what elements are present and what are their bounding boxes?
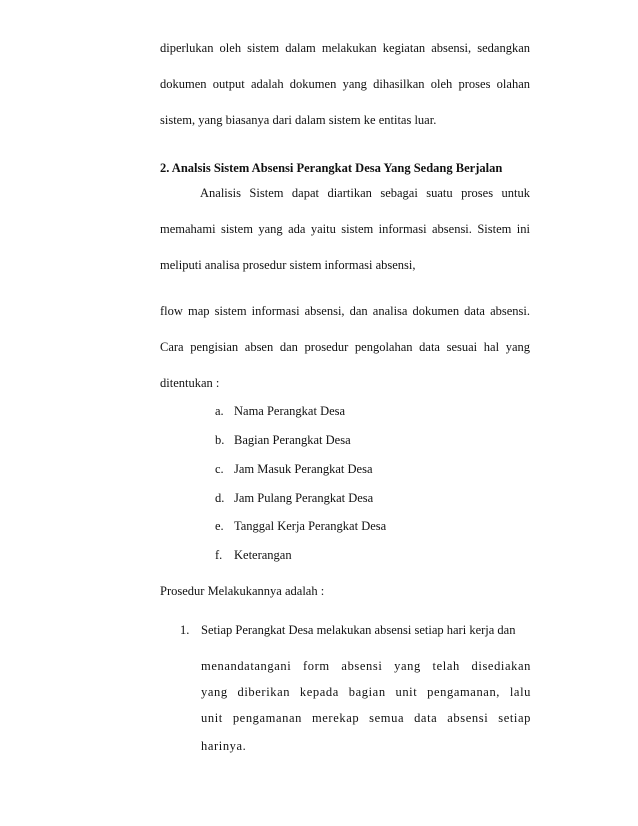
list-item xyxy=(215,490,373,506)
section-heading: 2. Analsis Sistem Absensi Perangkat Desa Yang Sedang Berjalan xyxy=(160,161,503,175)
intro-line-3: sistem, yang biasanya dari dalam sistem ke entitas luar. xyxy=(160,113,437,127)
paragraph-line-1: Analisis Sistem dapat diartikan sebagai suatu proses untuk xyxy=(200,186,530,200)
numbered-item-cont-4: harinya. xyxy=(201,739,247,753)
list-item xyxy=(215,547,292,563)
list-item xyxy=(215,403,345,419)
list-item-text: Tanggal Kerja Perangkat Desa xyxy=(234,519,387,533)
numbered-item-cont-1: menandatangani form absensi yang telah disediakan xyxy=(201,659,531,673)
paragraph-line-3: meliputi analisa prosedur sistem informasi absensi, xyxy=(160,258,416,272)
list-marker: f. xyxy=(215,548,223,562)
list-marker: d. xyxy=(215,491,225,505)
list-item xyxy=(215,518,386,534)
list-item-text: Nama Perangkat Desa xyxy=(234,404,346,418)
procedure-intro: Prosedur Melakukannya adalah : xyxy=(160,584,325,598)
list-item-text: Bagian Perangkat Desa xyxy=(234,433,351,447)
numbered-item-text: Setiap Perangkat Desa melakukan absensi setiap hari kerja dan xyxy=(201,623,516,637)
numbered-item-1 xyxy=(180,622,515,638)
paragraph-line-2: memahami sistem yang ada yaitu sistem informasi absensi. Sistem ini xyxy=(160,222,530,236)
list-item-text: Jam Masuk Perangkat Desa xyxy=(234,462,373,476)
list-marker: e. xyxy=(215,519,224,533)
list-item xyxy=(215,461,373,477)
list-item xyxy=(215,432,351,448)
numbered-item-cont-2: yang diberikan kepada bagian unit pengamanan, lalu xyxy=(201,685,531,699)
list-item-text: Jam Pulang Perangkat Desa xyxy=(234,491,374,505)
intro-line-1: diperlukan oleh sistem dalam melakukan kegiatan absensi, sedangkan xyxy=(160,41,530,55)
list-item-text: Keterangan xyxy=(234,548,292,562)
numbered-marker: 1. xyxy=(180,623,190,637)
numbered-item-cont-3: unit pengamanan merekap semua data absensi setiap xyxy=(201,711,531,725)
list-marker: c. xyxy=(215,462,224,476)
paragraph2-line-2: Cara pengisian absen dan prosedur pengolahan data sesuai hal yang xyxy=(160,340,530,354)
paragraph2-line-3: ditentukan : xyxy=(160,376,220,390)
list-marker: b. xyxy=(215,433,225,447)
intro-line-2: dokumen output adalah dokumen yang dihasilkan oleh proses olahan xyxy=(160,77,530,91)
paragraph2-line-1: flow map sistem informasi absensi, dan analisa dokumen data absensi. xyxy=(160,304,530,318)
list-marker: a. xyxy=(215,404,224,418)
